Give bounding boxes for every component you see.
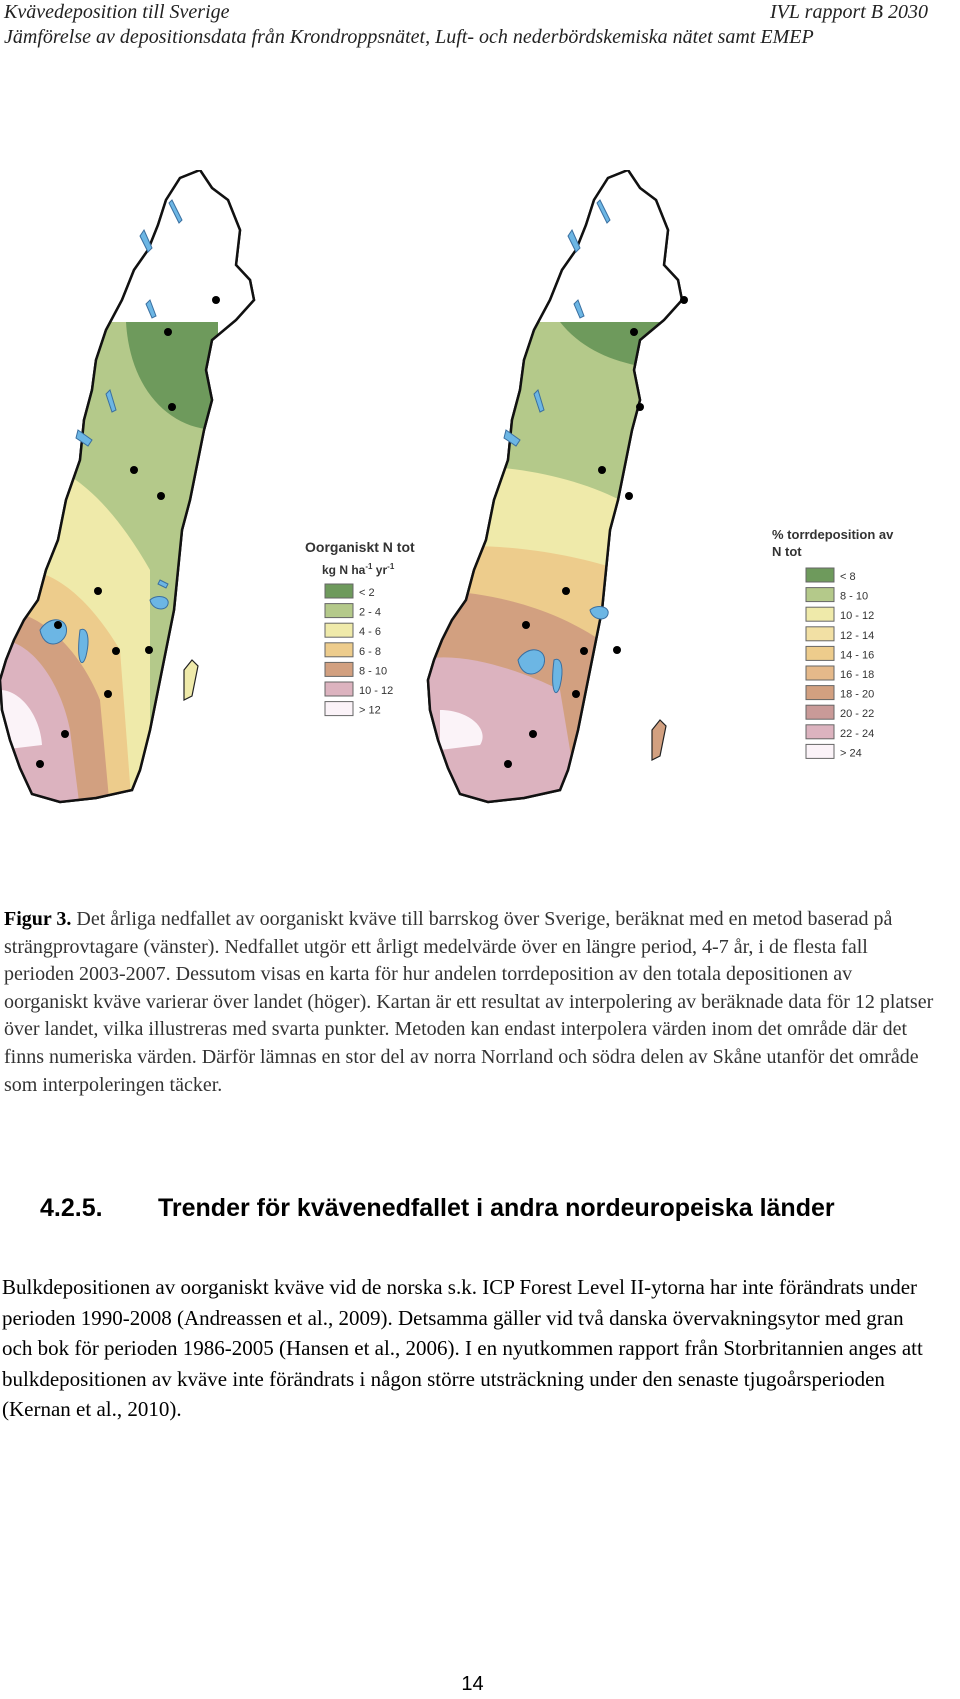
header-subtitle: Jämförelse av depositionsdata från Krondroppsnätet, Luft- och nederbördskemiska nätet samt EMEP — [4, 26, 814, 48]
right-legend-items — [806, 568, 874, 759]
right-legend-label: 14 - 16 — [840, 649, 875, 662]
unit-exp2: -1 — [387, 562, 395, 571]
right-legend-label: 20 - 22 — [840, 708, 875, 721]
figure-maps — [0, 170, 960, 870]
right-legend-label: 22 - 24 — [840, 727, 875, 740]
header-title: Kvävedeposition till Sverige — [4, 1, 230, 23]
left-legend-items — [325, 584, 393, 717]
running-header — [4, 0, 814, 50]
left-legend-swatch — [325, 604, 353, 618]
left-legend-title: Oorganiskt N tot — [305, 539, 415, 555]
right-map-zones — [420, 170, 746, 810]
unit-exp1: -1 — [365, 562, 373, 571]
right-legend-swatch — [806, 588, 834, 602]
right-map-island — [652, 720, 666, 760]
right-legend-label: 18 - 20 — [840, 688, 875, 701]
left-legend-swatch — [325, 584, 353, 598]
left-legend-label: > 12 — [359, 704, 381, 717]
right-legend-swatch — [806, 646, 834, 660]
right-legend-label: 8 - 10 — [840, 590, 869, 603]
unit-base: kg N ha — [322, 563, 366, 577]
left-legend-label: 4 - 6 — [359, 626, 382, 639]
right-legend-title-2: N tot — [772, 544, 802, 559]
left-legend-swatch — [325, 682, 353, 696]
left-map-island — [184, 660, 198, 700]
right-legend-swatch — [806, 705, 834, 719]
figure-label: Figur 3. — [4, 908, 72, 930]
page-number: 14 — [461, 1673, 484, 1695]
figure-caption-text: Det årliga nedfallet av oorganiskt kväve till barrskog över Sverige, beräknat med en metod baserad på strängprovtagare (vänster). Nedfallet utgör ett årligt medelvärde över en längre period, 4-7 år, i de flesta fall perioden 2003-2007. Dessutom visas en karta för hur andelen torrdeposition av den totala depositionen av oorganiskt kväve varierar över landet (höger). Kartan är ett resultat av interpolering av beräknade data för 12 platser över landet, vilka illustreras med svarta punkter. Metoden kan endast interpolera värden inom det område där det finns numeriska värden. Därför lämnas en stor del av norra Norrland och södra delen av Skåne utanför det område som interpoleringen täcker. — [4, 908, 934, 1096]
left-legend — [305, 539, 415, 717]
right-legend-swatch — [806, 568, 834, 582]
right-legend-title-1: % torrdeposition av — [772, 527, 894, 542]
right-legend-label: 10 - 12 — [840, 610, 875, 623]
section-heading — [40, 1192, 940, 1225]
right-legend-swatch — [806, 686, 834, 700]
right-legend-label: 16 - 18 — [840, 669, 875, 681]
left-legend-label: 2 - 4 — [359, 606, 382, 619]
left-legend-label: 8 - 10 — [359, 665, 388, 678]
left-legend-swatch — [325, 702, 353, 716]
maps-svg — [0, 170, 960, 870]
left-map — [0, 170, 278, 810]
left-legend-swatch — [325, 623, 353, 637]
section-number: 4.2.5. — [40, 1194, 103, 1222]
left-legend-unit — [322, 562, 395, 577]
right-map — [420, 170, 746, 810]
left-legend-label: 10 - 12 — [359, 685, 394, 697]
left-legend-label: < 2 — [359, 587, 375, 599]
right-legend-swatch — [806, 744, 834, 758]
body-paragraph: Bulkdepositionen av oorganiskt kväve vid de norska s.k. ICP Forest Level II-ytorna har inte förändrats under perioden 1990-2008 (Andreassen et al., 2009). Detsamma gäller vid två danska övervakningsytor med gran och bok för perioden 1986-2005 (Hansen et al., 2006). I en nyutkommen rapport från Storbritannien anges att bulkdepositionen av kväve inte förändrats i någon större utsträckning under den senaste tjugoårsperioden (Kernan et al., 2010). — [2, 1275, 923, 1421]
unit-mid: yr — [372, 563, 388, 577]
right-legend-label: < 8 — [840, 571, 856, 583]
right-legend-swatch — [806, 607, 834, 621]
left-legend-swatch — [325, 662, 353, 676]
right-legend-label: 12 - 14 — [840, 629, 875, 642]
right-legend-swatch — [806, 666, 834, 680]
right-legend-swatch — [806, 725, 834, 739]
left-legend-swatch — [325, 643, 353, 657]
right-legend-swatch — [806, 627, 834, 641]
left-legend-label: 6 - 8 — [359, 645, 382, 658]
report-id: IVL rapport B 2030 — [770, 1, 928, 23]
figure-caption — [4, 906, 939, 1099]
right-legend — [772, 527, 894, 759]
right-legend-label: > 24 — [840, 747, 862, 760]
section-title: Trender för kvävenedfallet i andra nordeuropeiska länder — [158, 1194, 835, 1222]
